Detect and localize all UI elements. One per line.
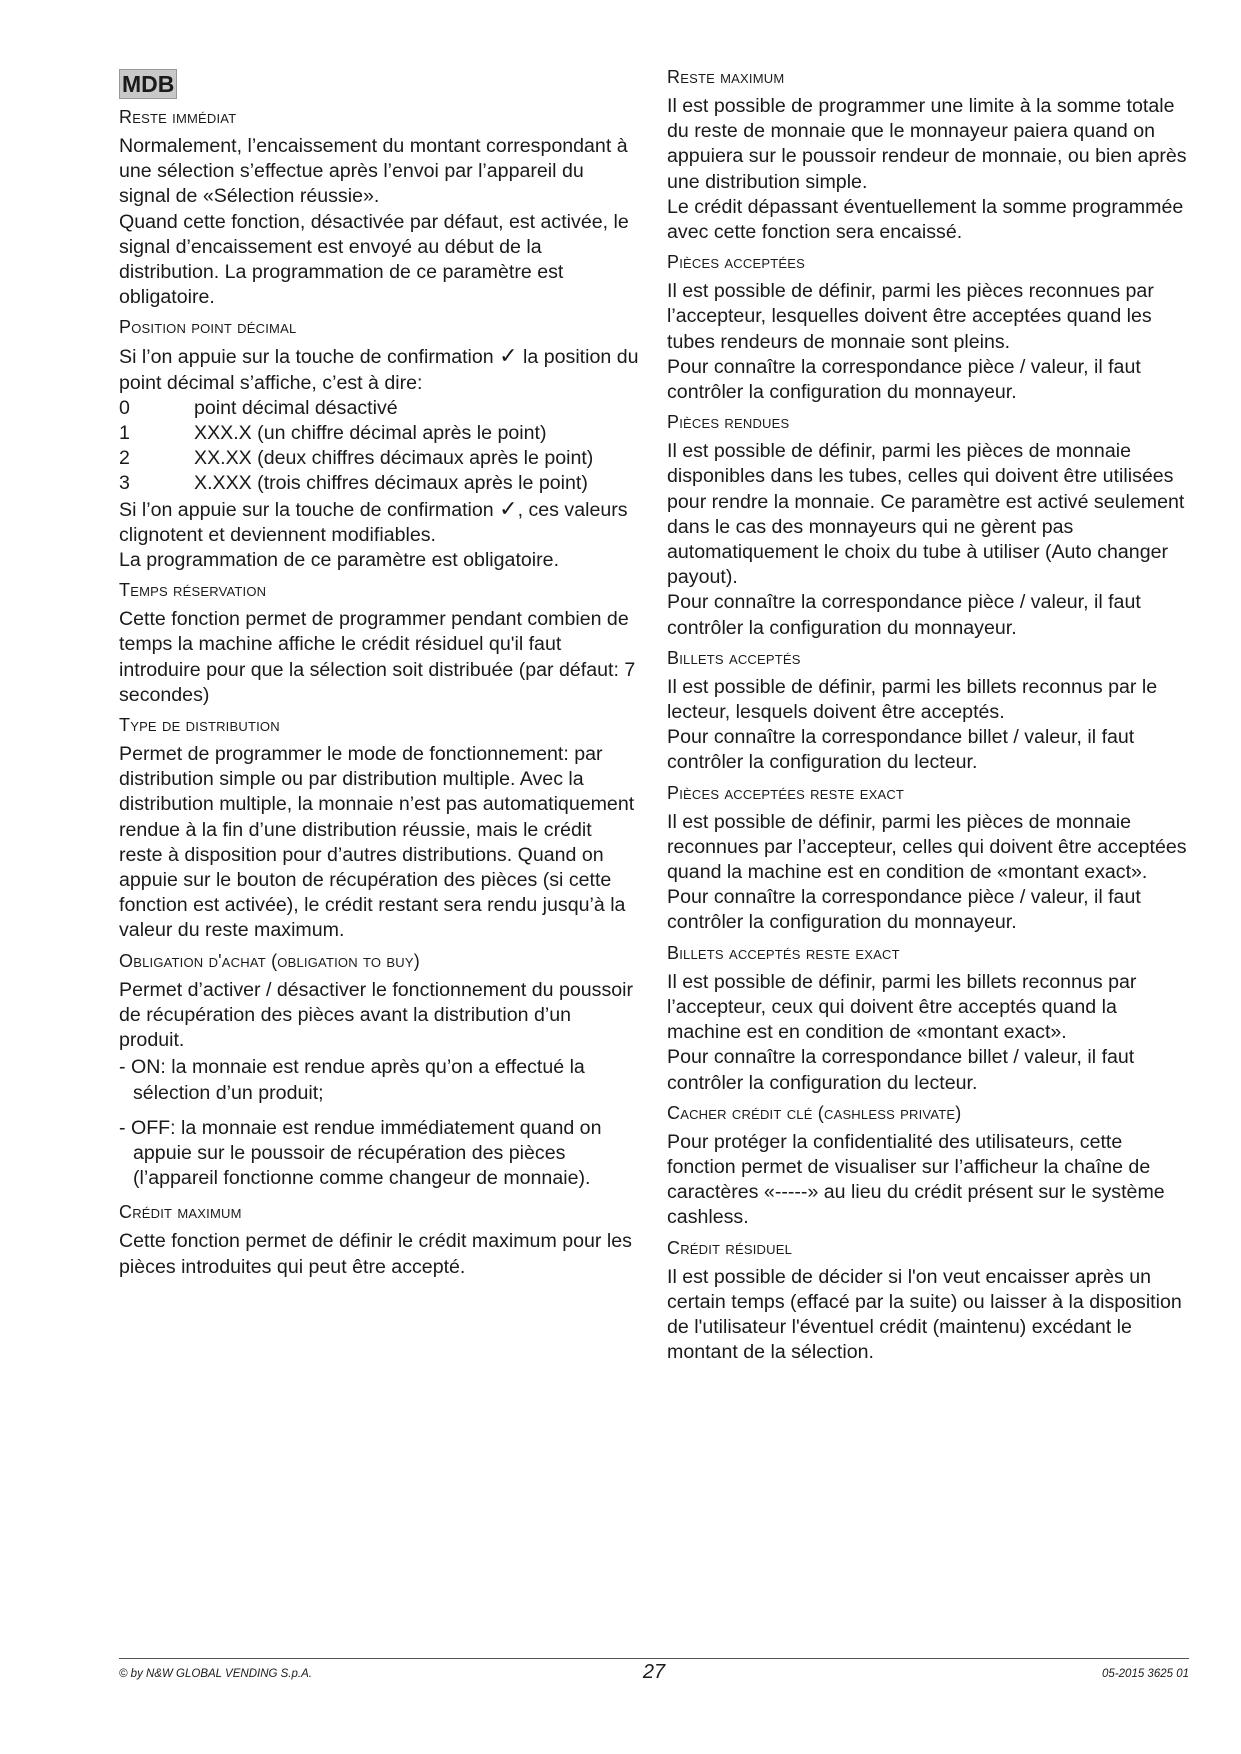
heading-pieces-exact: Pièces acceptées reste exact bbox=[667, 782, 905, 803]
option-text: X.XXX (trois chiffres décimaux après le point) bbox=[194, 472, 588, 495]
paragraph: Pour connaître la correspondance billet / valeur, il faut contrôler la configuration du lecteur. bbox=[667, 1046, 1135, 1094]
text: Si l’on appuie sur la touche de confirmation bbox=[119, 346, 494, 369]
paragraph: Il est possible de programmer une limite à la somme totale du reste de monnaie que le monnayeur paiera quand on appuiera sur le poussoir rendeur de monnaie, ou bien après une distribution simple. bbox=[667, 95, 1187, 193]
paragraph: Le crédit dépassant éventuellement la somme programmée avec cette fonction sera encaissé. bbox=[667, 195, 1184, 244]
section-billets-exact bbox=[667, 942, 1189, 1096]
section-credit-maximum bbox=[119, 1201, 639, 1279]
paragraph: Pour connaître la correspondance pièce / valeur, il faut contrôler la configuration du monnayeur. bbox=[667, 886, 1141, 934]
document-code: 05-2015 3625 01 bbox=[1102, 1668, 1189, 1680]
checkmark-icon: ✓ bbox=[499, 496, 518, 522]
section-pieces-acceptees bbox=[667, 251, 1189, 405]
heading-obligation-achat: Obligation d'achat (obligation to buy) bbox=[119, 950, 420, 971]
list-item bbox=[119, 396, 639, 421]
bullet-on: - ON: la monnaie est rendue après qu’on a effectué la sélection d’un produit; bbox=[119, 1056, 585, 1104]
section-position-point bbox=[119, 316, 639, 573]
paragraph: Il est possible de décider si l'on veut encaisser après un certain temps (effacé par la suite) ou laisser à la disposition de l'utilisateur l'éventuel crédit (maintenu) excédant le montant de la sélection. bbox=[667, 1265, 1182, 1364]
paragraph: Il est possible de définir, parmi les pièces de monnaie reconnues par l’accepteur, celles qui doivent être acceptées quand la machine est en condition de «montant exact». bbox=[667, 810, 1187, 884]
paragraph: Normalement, l’encaissement du montant correspondant à une sélection s’effectue après l’envoi par l’appareil du signal de «Sélection réussie». bbox=[119, 135, 628, 208]
option-number: 1 bbox=[119, 422, 130, 445]
heading-temps-reservation: Temps réservation bbox=[119, 580, 267, 601]
section-pieces-rendues bbox=[667, 411, 1189, 641]
option-number: 3 bbox=[119, 472, 130, 495]
paragraph: Permet de programmer le mode de fonctionnement: par distribution simple ou par distribution multiple. Avec la distribution multiple, la monnaie n’est pas automatiquement rendue à la fin d’une distribution réussie, mais le crédit reste à disposition pour d’autres distributions. Quand on appuie sur le bouton de récupération des pièces (si cette fonction est activée), le crédit restant sera rendu jusqu’à la valeur du reste maximum. bbox=[119, 743, 635, 942]
heading-pieces-acceptees: Pièces acceptées bbox=[667, 252, 805, 273]
paragraph: Cette fonction permet de définir le crédit maximum pour les pièces introduites qui peut être accepté. bbox=[119, 1230, 632, 1278]
section-billets-acceptes bbox=[667, 647, 1189, 776]
heading-type-distribution: Type de distribution bbox=[119, 715, 280, 736]
paragraph: Pour protéger la confidentialité des utilisateurs, cette fonction permet de visualiser sur l’afficheur la chaîne de caractères «-----» au lieu du crédit présent sur le système cashless. bbox=[667, 1130, 1165, 1229]
heading-billets-exact: Billets acceptés reste exact bbox=[667, 942, 900, 963]
section-obligation-achat bbox=[119, 950, 639, 1192]
section-temps-reservation bbox=[119, 579, 639, 708]
paragraph: Permet d’activer / désactiver le fonctionnement du poussoir de récupération des pièces avant la distribution d’un produit. bbox=[119, 978, 634, 1052]
left-column bbox=[119, 66, 639, 1286]
heading-credit-maximum: Crédit maximum bbox=[119, 1202, 242, 1223]
heading-cacher-credit: Cacher crédit clé (cashless private) bbox=[667, 1102, 962, 1123]
heading-billets-acceptes: Billets acceptés bbox=[667, 647, 801, 668]
heading-position-point: Position point décimal bbox=[119, 317, 297, 338]
section-type-distribution bbox=[119, 714, 639, 944]
paragraph: Pour connaître la correspondance pièce / valeur, il faut contrôler la configuration du monnayeur. bbox=[667, 591, 1141, 639]
heading-credit-residuel: Crédit résiduel bbox=[667, 1237, 793, 1258]
option-number: 2 bbox=[119, 447, 130, 470]
bullet-off: - OFF: la monnaie est rendue immédiatement quand on appuie sur le poussoir de récupération des pièces (l’appareil fonctionne comme changeur de monnaie). bbox=[119, 1116, 602, 1190]
paragraph bbox=[119, 344, 639, 395]
paragraph: Quand cette fonction, désactivée par défaut, est activée, le signal d’encaissement est envoyé au début de la distribution. La programmation de ce paramètre est obligatoire. bbox=[119, 210, 629, 309]
option-text: XXX.X (un chiffre décimal après le point) bbox=[194, 422, 547, 445]
page-number: 27 bbox=[642, 1661, 666, 1683]
footer-divider bbox=[119, 1658, 1189, 1659]
section-cacher-credit bbox=[667, 1102, 1189, 1231]
paragraph: Il est possible de définir, parmi les pièces de monnaie disponibles dans les tubes, celles qui doivent être utilisées pour rendre la monnaie. Ce paramètre est activé seulement dans le cas des monnayeurs qui ne gèrent pas automatiquement le choix du tube à utiliser (Auto changer payout). bbox=[667, 440, 1185, 589]
section-reste-immediat bbox=[119, 106, 639, 310]
text: , ces valeurs clignotent et deviennent modifiables. bbox=[119, 498, 628, 546]
text: Si l’on appuie sur la touche de confirmation bbox=[119, 498, 494, 521]
paragraph: Il est possible de définir, parmi les pièces reconnues par l’accepteur, lesquelles doivent être acceptées quand les tubes rendeurs de monnaie sont pleins. bbox=[667, 280, 1154, 353]
paragraph: Pour connaître la correspondance pièce / valeur, il faut contrôler la configuration du monnayeur. bbox=[667, 355, 1141, 404]
section-credit-residuel bbox=[667, 1237, 1189, 1366]
list-item bbox=[119, 421, 639, 446]
paragraph bbox=[119, 497, 639, 548]
paragraph: Il est possible de définir, parmi les billets reconnus par l’accepteur, ceux qui doivent être acceptés quand la machine est en condition de «montant exact». bbox=[667, 970, 1137, 1044]
section-badge-mdb: MDB bbox=[119, 69, 177, 99]
option-number: 0 bbox=[119, 396, 130, 419]
list-item bbox=[119, 446, 639, 471]
heading-pieces-rendues: Pièces rendues bbox=[667, 412, 790, 433]
section-pieces-exact bbox=[667, 782, 1189, 936]
option-text: point décimal désactivé bbox=[194, 396, 398, 419]
heading-reste-immediat: Reste immédiat bbox=[119, 107, 237, 127]
heading-reste-maximum: Reste maximum bbox=[667, 67, 785, 87]
list-item bbox=[119, 471, 639, 496]
option-text: XX.XX (deux chiffres décimaux après le point) bbox=[194, 447, 594, 470]
decimal-options-list bbox=[119, 396, 639, 497]
paragraph: La programmation de ce paramètre est obligatoire. bbox=[119, 549, 560, 572]
section-reste-maximum bbox=[667, 66, 1189, 245]
paragraph: Pour connaître la correspondance billet / valeur, il faut contrôler la configuration du lecteur. bbox=[667, 726, 1135, 774]
checkmark-icon: ✓ bbox=[499, 344, 518, 370]
paragraph: Cette fonction permet de programmer pendant combien de temps la machine affiche le crédit résiduel qu'il faut introduire pour que la sélection soit distribuée (par défaut: 7 secondes) bbox=[119, 608, 636, 706]
text: la position du point décimal s’affiche, c’est à dire: bbox=[119, 346, 639, 394]
copyright: © by N&W GLOBAL VENDING S.p.A. bbox=[119, 1668, 312, 1680]
right-column bbox=[667, 66, 1189, 1371]
paragraph: Il est possible de définir, parmi les billets reconnus par le lecteur, lesquels doivent être acceptés. bbox=[667, 675, 1158, 724]
